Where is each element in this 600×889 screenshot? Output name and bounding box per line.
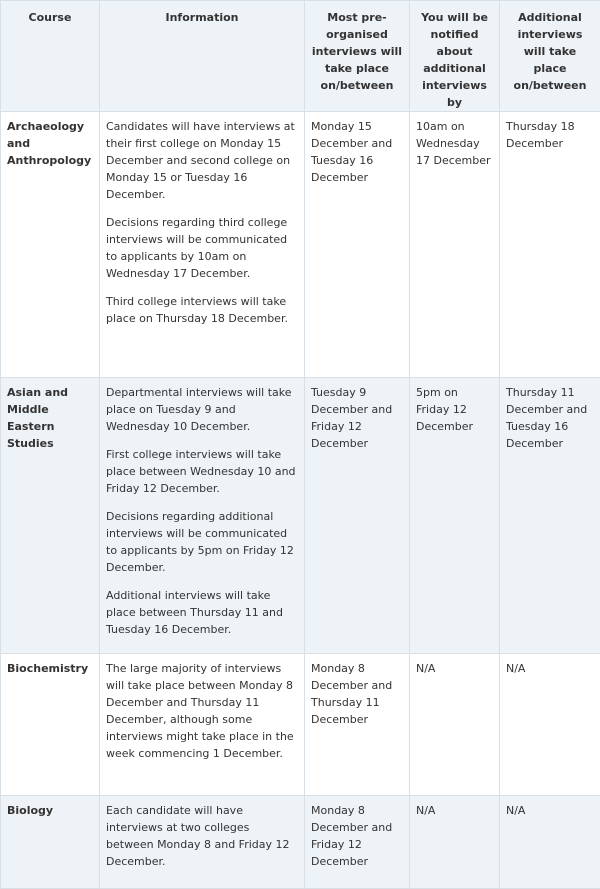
information-cell	[100, 112, 305, 378]
pre-organised-cell: Monday 8 December and Friday 12 December	[305, 796, 410, 889]
additional-cell: N/A	[500, 654, 600, 796]
table-row	[1, 378, 600, 654]
header-notified-by: You will be notified about additional interviews by	[410, 1, 500, 112]
information-cell	[100, 378, 305, 654]
course-cell: Biology	[1, 796, 100, 889]
information-cell	[100, 796, 305, 889]
additional-cell: Thursday 11 December and Tuesday 16 December	[500, 378, 600, 654]
header-additional: Additional interviews will take place on/between	[500, 1, 600, 112]
header-course: Course	[1, 1, 100, 112]
table-row	[1, 112, 600, 378]
header-information: Information	[100, 1, 305, 112]
info-paragraph: Decisions regarding third college interviews will be communicated to applicants by 10am on Wednesday 17 December.	[106, 214, 298, 282]
info-paragraph: Additional interviews will take place between Thursday 11 and Tuesday 16 December.	[106, 587, 298, 638]
table-row	[1, 654, 600, 796]
header-pre-organised: Most pre-organised interviews will take place on/between	[305, 1, 410, 112]
course-cell: Biochemistry	[1, 654, 100, 796]
pre-organised-cell: Tuesday 9 December and Friday 12 December	[305, 378, 410, 654]
information-cell	[100, 654, 305, 796]
course-cell: Archaeology and Anthropology	[1, 112, 100, 378]
info-paragraph: Third college interviews will take place on Thursday 18 December.	[106, 293, 298, 327]
notified-by-cell: 10am on Wednesday 17 December	[410, 112, 500, 378]
course-cell: Asian and Middle Eastern Studies	[1, 378, 100, 654]
additional-cell: N/A	[500, 796, 600, 889]
pre-organised-cell: Monday 8 December and Thursday 11 December	[305, 654, 410, 796]
table-header-row	[1, 1, 600, 112]
pre-organised-cell: Monday 15 December and Tuesday 16 December	[305, 112, 410, 378]
info-paragraph: Decisions regarding additional interviews will be communicated to applicants by 5pm on Friday 12 December.	[106, 508, 298, 576]
info-paragraph: Each candidate will have interviews at two colleges between Monday 8 and Friday 12 December.	[106, 802, 298, 870]
notified-by-cell: N/A	[410, 796, 500, 889]
info-paragraph: Candidates will have interviews at their first college on Monday 15 December and second college on Monday 15 or Tuesday 16 December.	[106, 118, 298, 203]
info-paragraph: Departmental interviews will take place on Tuesday 9 and Wednesday 10 December.	[106, 384, 298, 435]
table-row	[1, 796, 600, 889]
info-paragraph: The large majority of interviews will take place between Monday 8 December and Thursday 11 December, although some interviews might take place in the week commencing 1 December.	[106, 660, 298, 762]
notified-by-cell: 5pm on Friday 12 December	[410, 378, 500, 654]
additional-cell: Thursday 18 December	[500, 112, 600, 378]
notified-by-cell: N/A	[410, 654, 500, 796]
info-paragraph: First college interviews will take place between Wednesday 10 and Friday 12 December.	[106, 446, 298, 497]
